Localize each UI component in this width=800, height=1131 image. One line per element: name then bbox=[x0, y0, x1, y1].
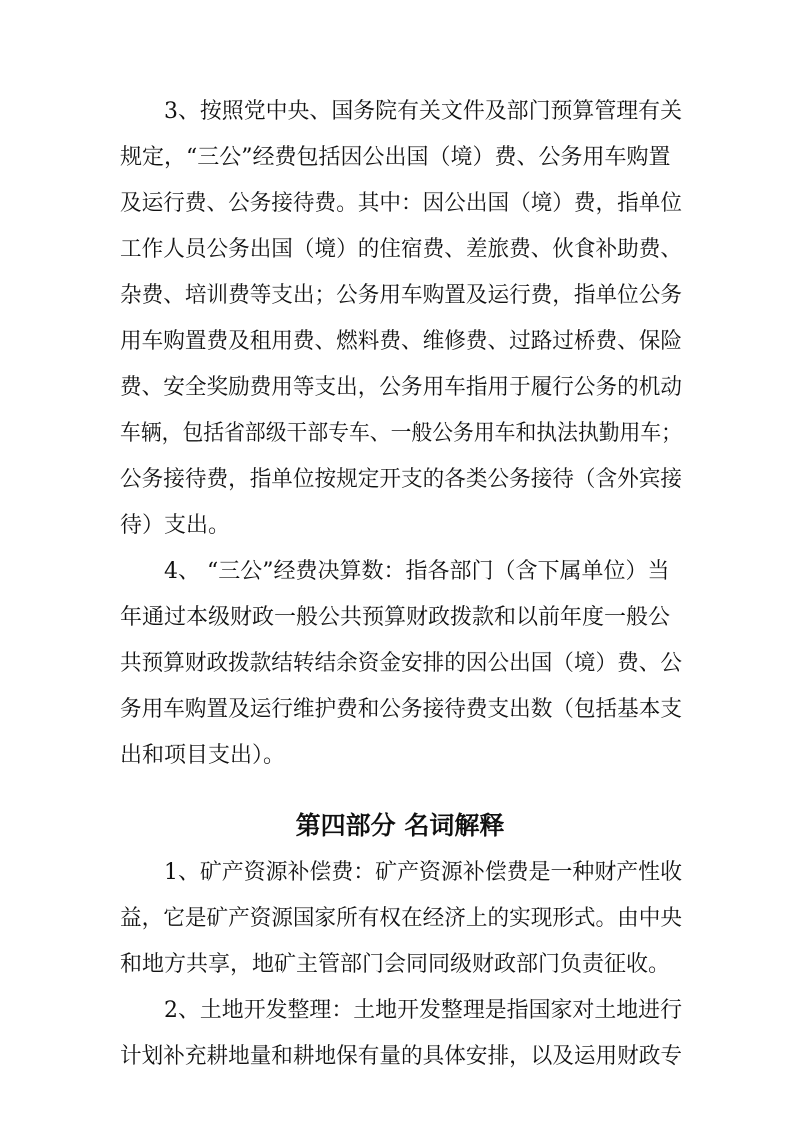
section4-line-3: 共预算财政拨款结转结余资金安排的因公出国（境）费、公 bbox=[120, 651, 683, 676]
term2-line-2: 计划补充耕地量和耕地保有量的具体安排，以及运用财政专 bbox=[120, 1044, 683, 1069]
term1-line-2: 益，它是矿产资源国家所有权在经济上的实现形式。由中央 bbox=[120, 906, 683, 931]
section4-line-1: 4、 “三公”经费决算数：指各部门（含下属单位）当 bbox=[164, 559, 670, 584]
section4-line-5: 出和项目支出）。 bbox=[120, 743, 286, 768]
section3-line-2: 规定，“三公”经费包括因公出国（境）费、公务用车购置 bbox=[120, 145, 671, 170]
section3-line-9: 公务接待费，指单位按规定开支的各类公务接待（含外宾接 bbox=[120, 467, 683, 492]
section3-line-8: 车辆，包括省部级干部专车、一般公务用车和执法执勤用车； bbox=[120, 421, 683, 446]
section3-line-6: 用车购置费及租用费、燃料费、维修费、过路过桥费、保险 bbox=[120, 329, 683, 354]
section3-line-5: 杂费、培训费等支出；公务用车购置及运行费，指单位公务 bbox=[120, 283, 683, 308]
section3-line-1: 3、按照党中央、国务院有关文件及部门预算管理有关 bbox=[164, 99, 682, 124]
section-heading: 第四部分 名词解释 bbox=[295, 811, 505, 840]
section4-line-4: 务用车购置及运行维护费和公务接待费支出数（包括基本支 bbox=[120, 697, 683, 722]
section3-line-4: 工作人员公务出国（境）的住宿费、差旅费、伙食补助费、 bbox=[120, 237, 683, 262]
section3-line-3: 及运行费、公务接待费。其中：因公出国（境）费，指单位 bbox=[120, 191, 683, 216]
term1-line-1: 1、矿产资源补偿费：矿产资源补偿费是一种财产性收 bbox=[164, 860, 682, 885]
section3-line-7: 费、安全奖励费用等支出，公务用车指用于履行公务的机动 bbox=[120, 375, 683, 400]
section4-line-2: 年通过本级财政一般公共预算财政拨款和以前年度一般公 bbox=[120, 605, 671, 630]
term1-line-3: 和地方共享，地矿主管部门会同同级财政部门负责征收。 bbox=[120, 952, 671, 977]
section3-line-10: 待）支出。 bbox=[120, 513, 231, 538]
term2-line-1: 2、土地开发整理：土地开发整理是指国家对土地进行 bbox=[164, 998, 682, 1023]
